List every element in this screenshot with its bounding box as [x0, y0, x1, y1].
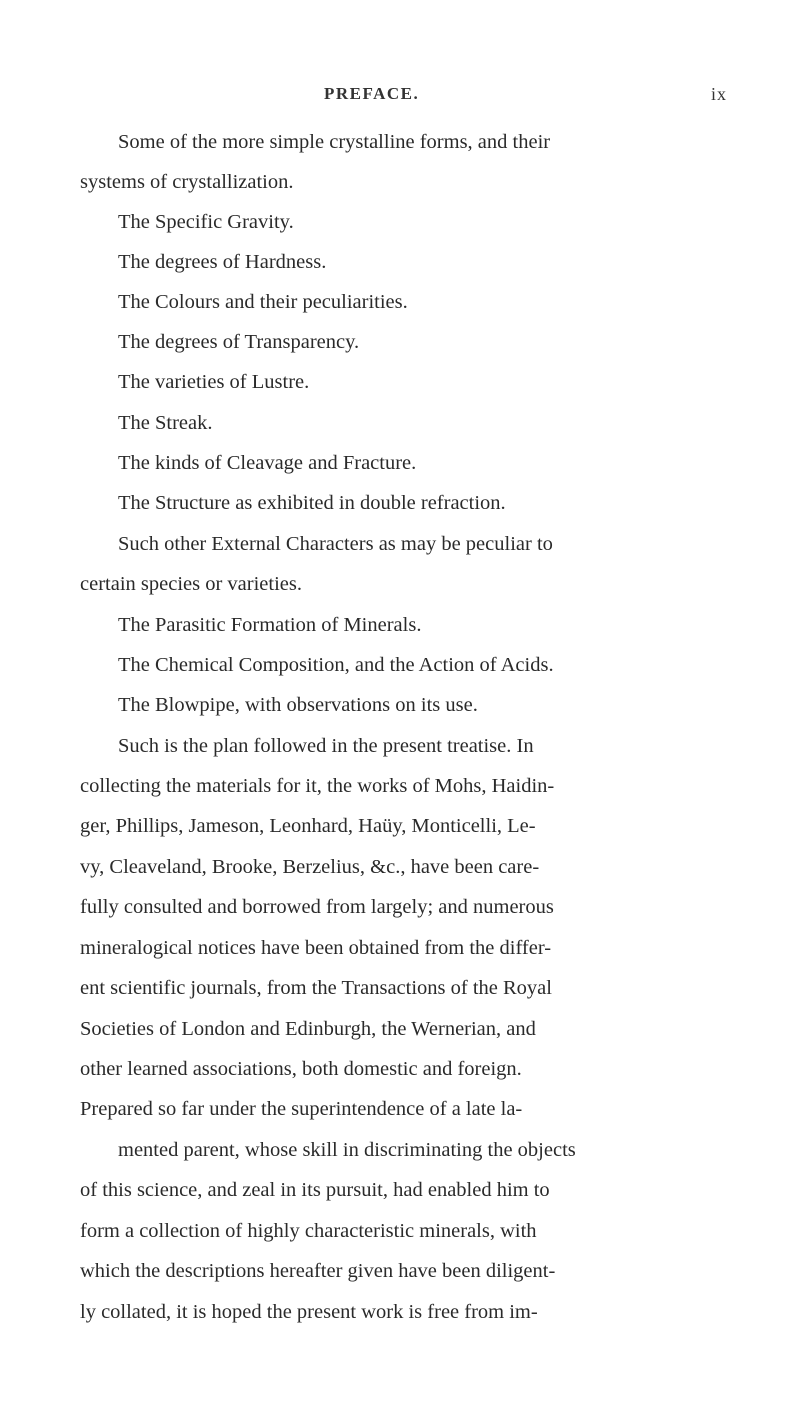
running-title: PREFACE.	[324, 84, 420, 103]
page-header	[0, 84, 800, 114]
text-line: The Structure as exhibited in double refraction.	[118, 492, 506, 514]
text-line: The varieties of Lustre.	[118, 371, 310, 393]
text-line: which the descriptions hereafter given have been diligent-	[80, 1260, 556, 1282]
text-line: ly collated, it is hoped the present work is free from im-	[80, 1301, 538, 1323]
text-line: Such other External Characters as may be peculiar to	[118, 533, 553, 555]
text-line: The Chemical Composition, and the Action of Acids.	[118, 654, 554, 676]
text-line: ger, Phillips, Jameson, Leonhard, Haüy, Monticelli, Le-	[80, 815, 536, 837]
text-line: The Blowpipe, with observations on its use.	[118, 694, 478, 716]
text-line: Some of the more simple crystalline forms, and their	[118, 131, 551, 153]
text-line: mineralogical notices have been obtained from the differ-	[80, 937, 552, 959]
text-line: other learned associations, both domestic and foreign.	[80, 1058, 522, 1080]
text-line: The degrees of Transparency.	[118, 331, 360, 353]
text-line: ent scientific journals, from the Transactions of the Royal	[80, 977, 552, 999]
text-line: The Specific Gravity.	[118, 211, 294, 233]
text-line: form a collection of highly characteristic minerals, with	[80, 1220, 537, 1242]
text-line: vy, Cleaveland, Brooke, Berzelius, &c., have been care-	[80, 856, 540, 878]
text-line: collecting the materials for it, the works of Mohs, Haidin-	[80, 775, 555, 797]
text-line: mented parent, whose skill in discriminating the objects	[118, 1139, 576, 1161]
text-line: The Streak.	[118, 412, 213, 434]
text-line: fully consulted and borrowed from largely; and numerous	[80, 896, 554, 918]
text-line: The Colours and their peculiarities.	[118, 291, 408, 313]
text-line: The kinds of Cleavage and Fracture.	[118, 452, 417, 474]
text-line: systems of crystallization.	[80, 171, 294, 193]
text-line: The Parasitic Formation of Minerals.	[118, 614, 422, 636]
page-number: ix	[711, 84, 728, 104]
text-line: Societies of London and Edinburgh, the Wernerian, and	[80, 1018, 536, 1040]
text-line: Such is the plan followed in the present treatise. In	[118, 735, 534, 757]
text-line: The degrees of Hardness.	[118, 251, 327, 273]
text-line: Prepared so far under the superintendence of a late la-	[80, 1098, 523, 1120]
text-line: of this science, and zeal in its pursuit, had enabled him to	[80, 1179, 550, 1201]
text-line: certain species or varieties.	[80, 573, 302, 595]
